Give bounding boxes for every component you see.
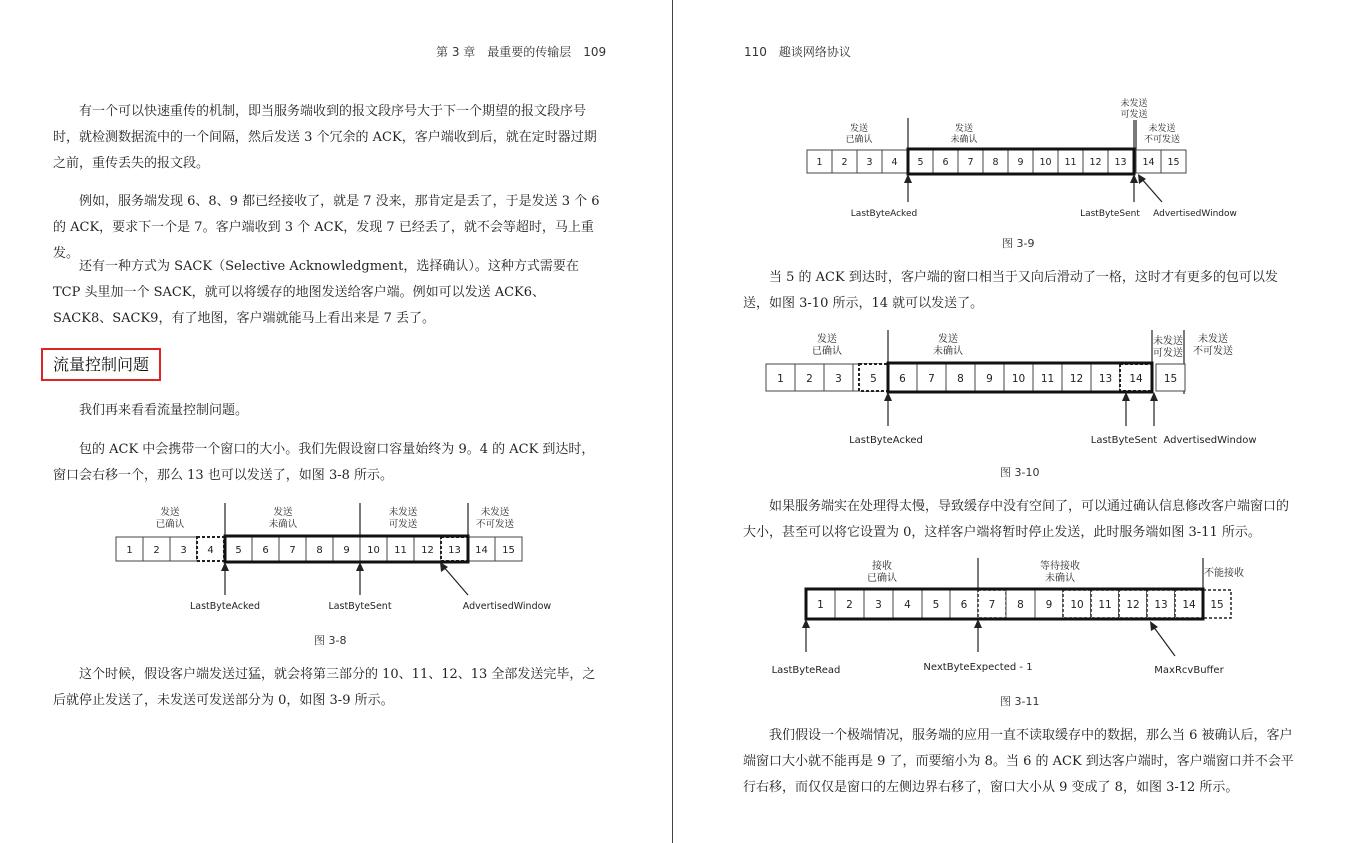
paragraph: 当 5 的 ACK 到达时，客户端的窗口相当于又向后滑动了一格，这时才有更多的包可以发送，如图 3-10 所示，14 就可以发送了。 (743, 270, 1278, 311)
cell: 13 (1098, 373, 1113, 385)
cell: 12 (1126, 599, 1140, 611)
right-page (674, 0, 1352, 843)
region-label: 已确认 (845, 135, 873, 145)
pointer-label: LastByteAcked (850, 209, 918, 219)
pointer-label: AdvertisedWindow (1153, 209, 1237, 219)
cell-row (116, 537, 522, 561)
cell: 14 (475, 545, 488, 556)
cell: 7 (928, 373, 935, 385)
cell: 9 (1017, 157, 1024, 168)
figure-caption: 图 3-11 (1000, 695, 1040, 708)
cell: 4 (891, 157, 898, 168)
region-label: 不能接收 (1204, 568, 1244, 579)
region-label: 不可发送 (1193, 346, 1233, 357)
page-header: 第 3 章 最重要的传输层 109 (436, 45, 607, 59)
region-label: 未确认 (1045, 573, 1075, 584)
region-label: 发送 (938, 334, 958, 345)
page-header: 110 趣谈网络协议 (744, 45, 851, 59)
region-label: 未确认 (950, 135, 978, 145)
region-label: 未发送 (1120, 99, 1148, 109)
region-label: 未确认 (933, 346, 963, 357)
cell: 2 (153, 545, 160, 556)
cell: 15 (1210, 599, 1224, 611)
cell: 2 (806, 373, 813, 385)
cell: 14 (1182, 599, 1196, 611)
cell: 13 (448, 545, 461, 556)
cell: 11 (1040, 373, 1055, 385)
region-label: 未发送 (1153, 336, 1183, 347)
cell: 9 (986, 373, 993, 385)
cell: 12 (421, 545, 434, 556)
figure-3-9 (802, 96, 1242, 224)
cell: 14 (1142, 157, 1155, 168)
paragraph: 如果服务端实在处理得太慢，导致缓存中没有空间了，可以通过确认信息修改客户端窗口的大小，甚至可以将它设置为 0，这样客户端将暂时停止发送，此时服务端如图 3-11 所示。 (743, 499, 1290, 540)
page-gutter (672, 0, 673, 843)
cell: 4 (904, 599, 911, 611)
region-label: 未发送 (388, 507, 418, 518)
pointer-label: LastByteSent (1080, 209, 1140, 219)
cell: 10 (1039, 157, 1052, 168)
region-label: 不可发送 (1143, 135, 1181, 145)
cell: 7 (289, 545, 296, 556)
pointer-label: LastByteSent (328, 601, 392, 612)
pointer-label: LastByteSent (1090, 435, 1158, 446)
cell: 1 (777, 373, 784, 385)
cell: 2 (841, 157, 848, 168)
region-label: 发送 (954, 124, 974, 134)
cell: 6 (960, 599, 968, 611)
figure-caption: 图 3-10 (1000, 466, 1040, 479)
region-label: 未确认 (268, 519, 298, 530)
paragraph: 例如，服务端发现 6、8、9 都已经接收了，就是 7 没来，那肯定是丢了，于是发送 3 个 6 的 ACK，要求下一个是 7。客户端收到 3 个 ACK，发现 7 已经丢了，就不会等超时，马上重发。 (53, 194, 600, 261)
section-heading: 流量控制问题 (41, 348, 161, 381)
region-label: 等待接收 (1040, 561, 1080, 572)
figure-3-8 (110, 500, 560, 618)
region-label: 不可发送 (475, 519, 515, 530)
cell: 8 (957, 373, 964, 385)
cell: 8 (992, 157, 999, 168)
figure-3-11 (770, 556, 1270, 680)
region-label: 已确认 (812, 346, 842, 357)
cell: 13 (1114, 157, 1127, 168)
cell: 8 (316, 545, 323, 556)
paragraph: 包的 ACK 中会携带一个窗口的大小。我们先假设窗口容量始终为 9。4 的 ACK 到达时，窗口会右移一个，那么 13 也可以发送了，如图 3-8 所示。 (53, 442, 595, 483)
cell: 11 (1098, 599, 1112, 611)
cell: 11 (1064, 157, 1077, 168)
cell: 7 (988, 599, 996, 611)
paragraph: 我们假设一个极端情况，服务端的应用一直不读取缓存中的数据，那么当 6 被确认后，客户端窗口大小就不能再是 9 了，而要缩小为 8。当 6 的 ACK 到达客户端时，客户端窗口并不会平行右移，而仅仅是窗口的左侧边界右移了，窗口大小从 9 变成了 8，如图 3-12 所示。 (743, 728, 1294, 795)
left-page (0, 0, 672, 843)
figure-3-10 (762, 328, 1262, 452)
paragraph: 有一个可以快速重传的机制，即当服务端收到的报文段序号大于下一个期望的报文段序号时，就检测数据流中的一个间隔，然后发送 3 个冗余的 ACK，客户端收到后，就在定时器过期之前，重传丢失的报文段。 (53, 104, 597, 171)
cell: 6 (899, 373, 906, 385)
cell: 10 (1070, 599, 1084, 611)
cell: 11 (394, 545, 407, 556)
cell: 8 (1017, 599, 1024, 611)
cell: 3 (866, 157, 873, 168)
cell: 6 (262, 545, 269, 556)
cell-row (766, 364, 1185, 391)
cell: 12 (1069, 373, 1084, 385)
cell: 2 (846, 599, 853, 611)
pointer-label: NextByteExpected - 1 (923, 662, 1033, 673)
paragraph: 这个时候，假设客户端发送过猛，就会将第三部分的 10、11、12、13 全部发送完毕，之后就停止发送了，未发送可发送部分为 0，如图 3-9 所示。 (53, 667, 596, 708)
region-label: 接收 (872, 561, 892, 572)
pointer-label: LastByteRead (771, 665, 841, 676)
pointer-label: MaxRcvBuffer (1154, 665, 1224, 676)
cell: 1 (126, 545, 133, 556)
cell: 5 (917, 157, 924, 168)
pointer-label: LastByteAcked (189, 601, 261, 612)
region-label: 发送 (160, 507, 180, 518)
cell: 12 (1089, 157, 1102, 168)
cell: 10 (1011, 373, 1026, 385)
region-label: 可发送 (1120, 110, 1148, 120)
cell: 13 (1154, 599, 1168, 611)
region-label: 发送 (273, 507, 293, 518)
cell: 4 (207, 545, 214, 556)
region-label: 可发送 (388, 519, 418, 530)
region-label: 已确认 (867, 573, 897, 584)
cell: 15 (502, 545, 515, 556)
cell: 6 (942, 157, 949, 168)
pointer-label: AdvertisedWindow (1163, 435, 1257, 446)
cell: 15 (1163, 373, 1178, 385)
cell-row (807, 150, 1186, 173)
pointer-label: AdvertisedWindow (462, 601, 552, 612)
figure-caption: 图 3-8 (314, 634, 347, 647)
cell: 9 (343, 545, 350, 556)
paragraph: 我们再来看看流量控制问题。 (79, 403, 249, 418)
cell: 5 (235, 545, 242, 556)
cell: 10 (367, 545, 380, 556)
cell: 3 (875, 599, 882, 611)
cell: 14 (1129, 373, 1143, 385)
figure-caption: 图 3-9 (1002, 237, 1035, 250)
region-label: 发送 (817, 334, 837, 345)
cell: 9 (1045, 599, 1053, 611)
region-label: 已确认 (155, 519, 185, 530)
cell: 15 (1167, 157, 1180, 168)
cell: 1 (817, 599, 824, 611)
cell: 3 (835, 373, 842, 385)
region-label: 未发送 (480, 507, 510, 518)
cell: 5 (932, 599, 940, 611)
region-label: 发送 (849, 124, 869, 134)
region-label: 未发送 (1198, 334, 1228, 345)
region-label: 未发送 (1148, 124, 1176, 134)
cell: 7 (967, 157, 974, 168)
paragraph: 还有一种方式为 SACK（Selective Acknowledgment，选择确认）。这种方式需要在 TCP 头里加一个 SACK，就可以将缓存的地图发送给客户端。例如可以发送 ACK6、SACK8、SACK9，有了地图，客户端就能马上看出来是 7 丢了。 (53, 259, 579, 326)
cell: 1 (816, 157, 823, 168)
pointer-label: LastByteAcked (849, 435, 923, 446)
cell: 5 (870, 373, 877, 385)
region-label: 可发送 (1153, 348, 1183, 359)
cell-row (806, 590, 1231, 618)
cell: 3 (180, 545, 187, 556)
